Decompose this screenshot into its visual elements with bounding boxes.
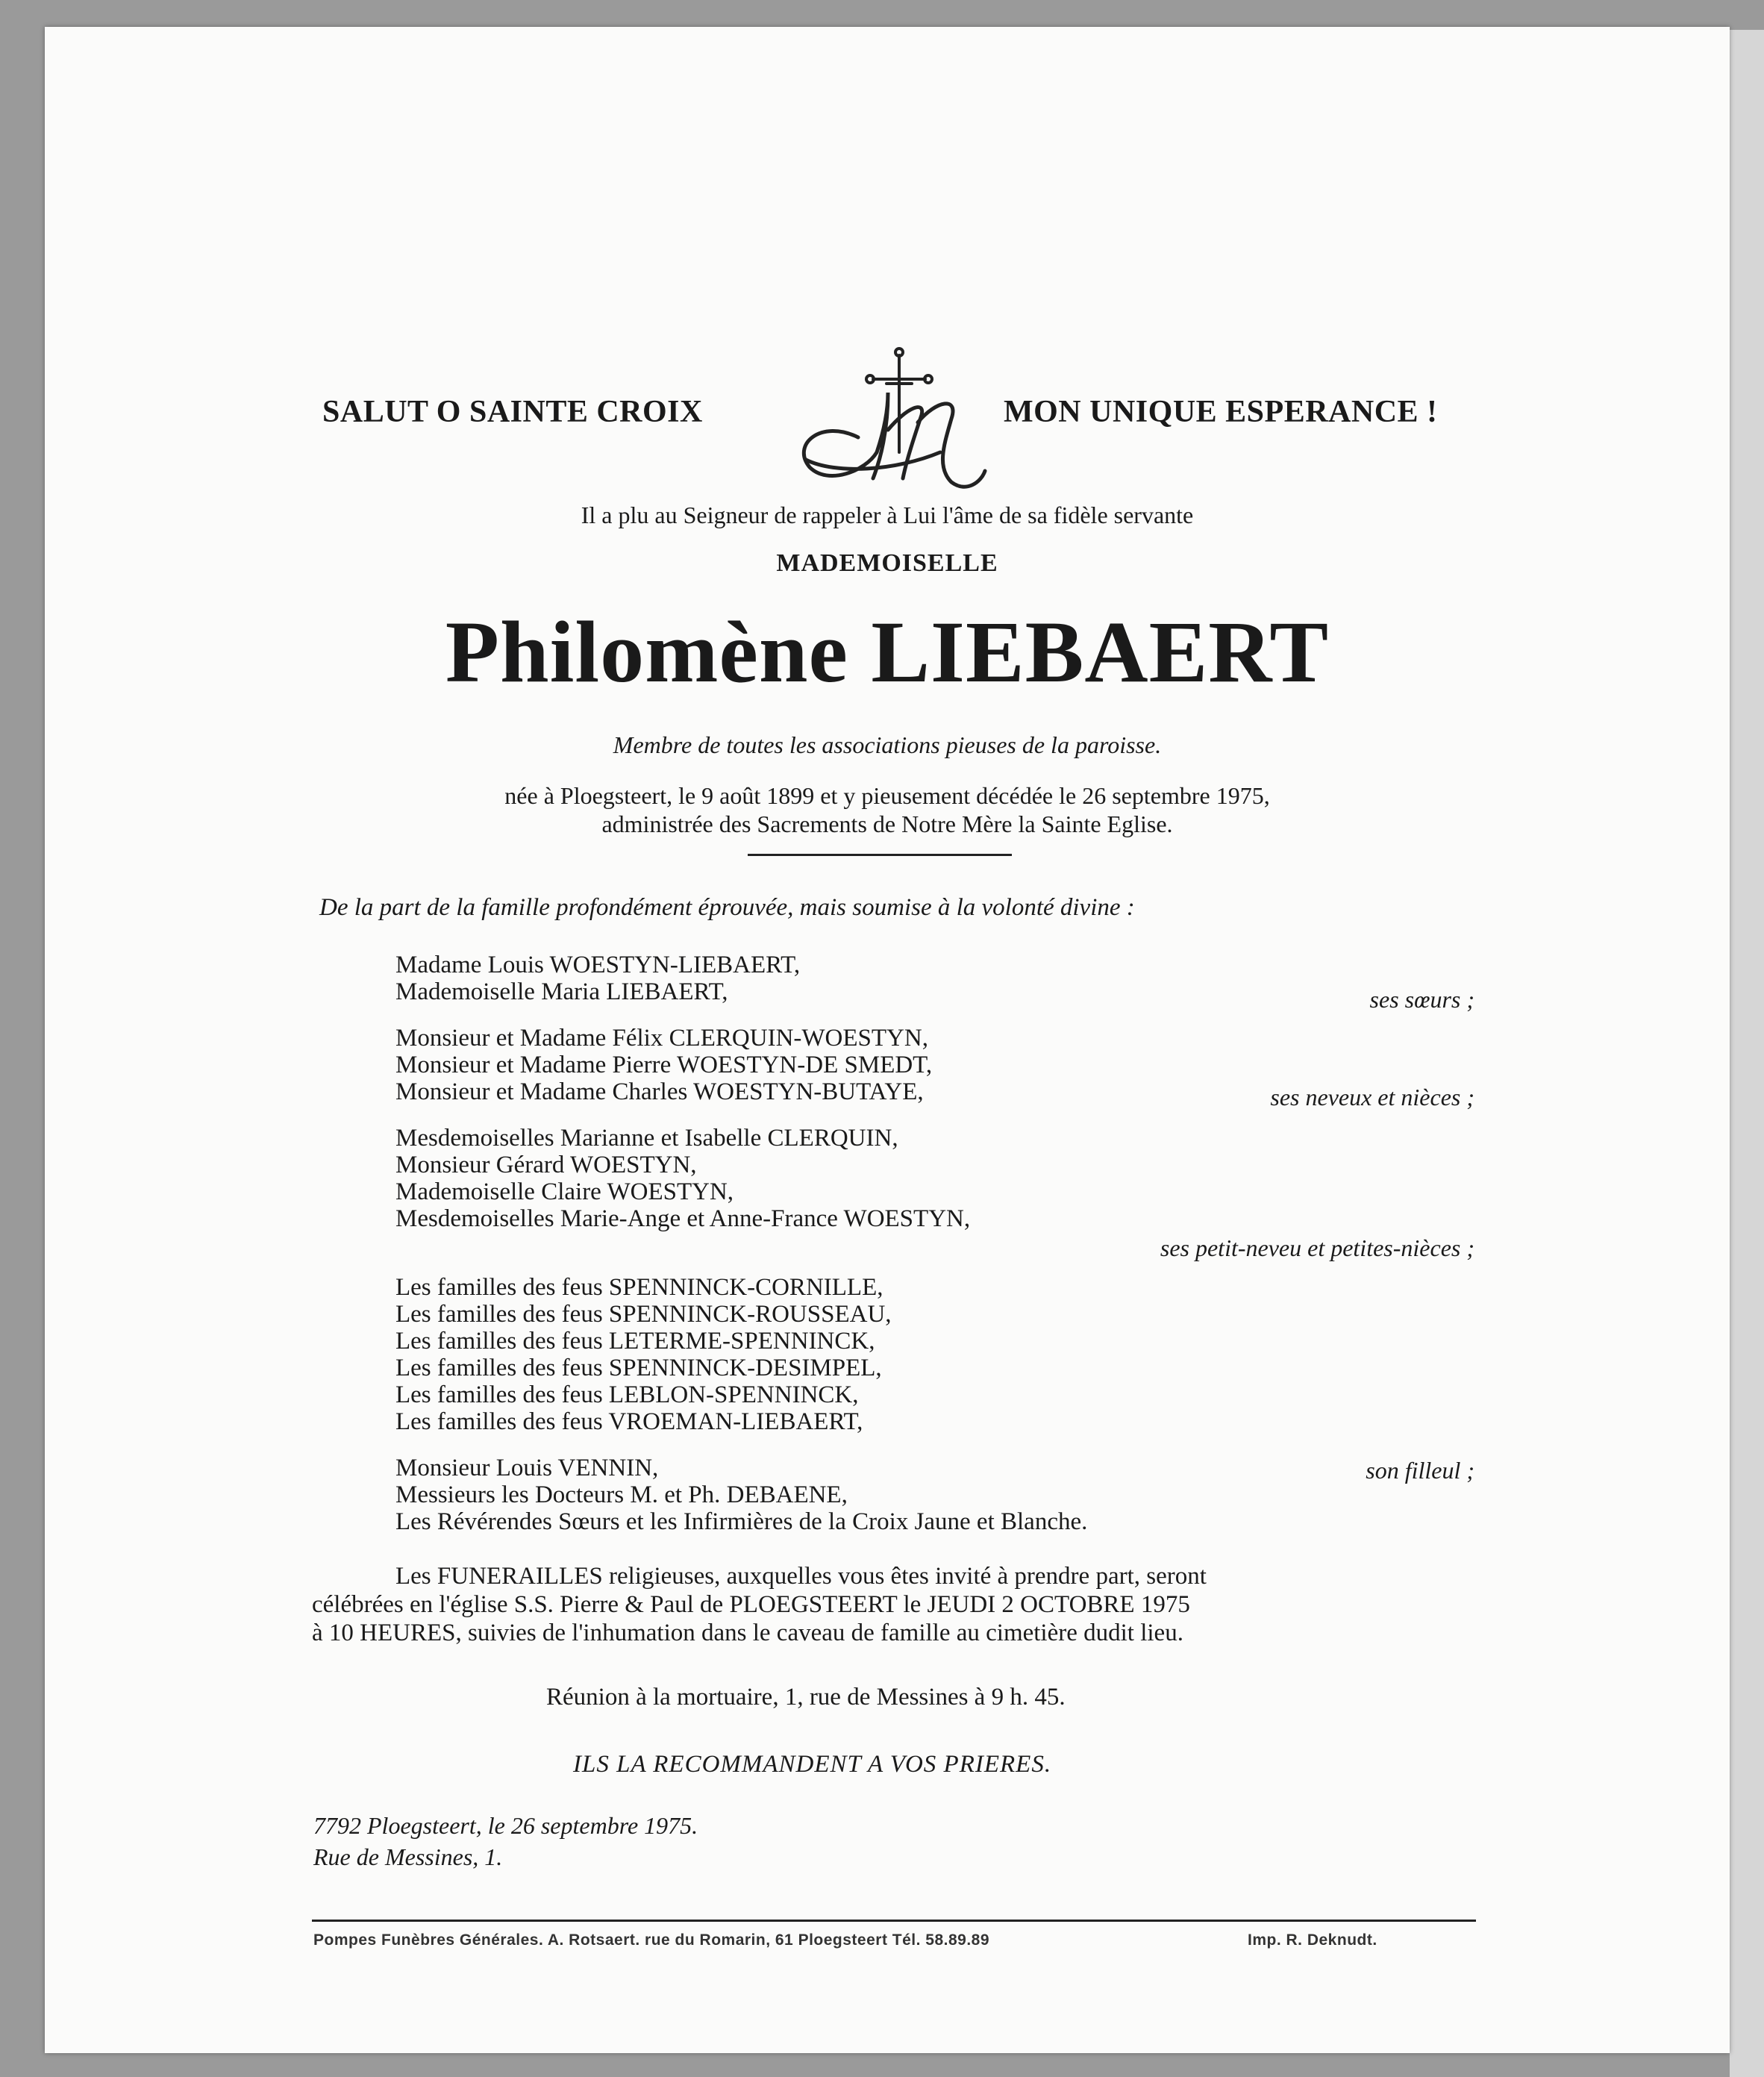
family-line: Mesdemoiselles Marie-Ange et Anne-France WOESTYN, [395,1205,971,1232]
reunion-line: Réunion à la mortuaire, 1, rue de Messines à 9 h. 45. [546,1684,1066,1711]
family-line: Les Révérendes Sœurs et les Infirmières de la Croix Jaune et Blanche. [395,1508,1088,1535]
family-line: Monsieur Louis VENNIN, [395,1455,659,1481]
footer-undertaker: Pompes Funèbres Générales. A. Rotsaert. rue du Romarin, 61 Ploegsteert Tél. 58.89.89 [313,1931,990,1949]
family-line: Monsieur et Madame Charles WOESTYN-BUTAYE, [395,1078,924,1105]
divider [748,854,1012,856]
intro-line: Il a plu au Seigneur de rappeler à Lui l'âme de sa fidèle servante [581,502,1194,528]
family-line: Mesdemoiselles Marianne et Isabelle CLERQUIN, [395,1125,898,1152]
family-line: Messieurs les Docteurs M. et Ph. DEBAENE, [395,1481,848,1508]
family-line: Monsieur et Madame Pierre WOESTYN-DE SMEDT, [395,1052,933,1078]
sacraments-line: administrée des Sacrements de Notre Mère la Sainte Eglise. [601,811,1173,837]
family-line: Monsieur Gérard WOESTYN, [395,1152,697,1178]
cross-monogram-icon [776,340,1022,505]
family-line: Les familles des feus LETERME-SPENNINCK, [395,1328,875,1355]
relation-grandnephews: ses petit-neveu et petites-nièces ; [1160,1234,1474,1261]
funeral-notice [45,27,1730,2053]
funeral-line-3: à 10 HEURES, suivies de l'inhumation dans le caveau de famille au cimetière dudit lieu. [312,1620,1183,1646]
membership-line: Membre de toutes les associations pieuses de la paroisse. [613,731,1162,758]
birth-line: née à Ploegsteert, le 9 août 1899 et y pieusement décédée le 26 septembre 1975, [504,782,1270,809]
header-left-text: SALUT O SAINTE CROIX [322,395,703,429]
family-line: Madame Louis WOESTYN-LIEBAERT, [395,952,801,978]
funeral-line-2: célébrées en l'église S.S. Pierre & Paul de PLOEGSTEERT le JEUDI 2 OCTOBRE 1975 [312,1591,1190,1618]
footer-rule [312,1920,1476,1922]
family-line: Les familles des feus VROEMAN-LIEBAERT, [395,1408,863,1435]
recommend-line: ILS LA RECOMMANDENT A VOS PRIERES. [573,1751,1052,1778]
header-right-text: MON UNIQUE ESPERANCE ! [1004,395,1438,429]
relation-nephews: ses neveux et nièces ; [1270,1084,1474,1111]
family-line: Mademoiselle Claire WOESTYN, [395,1178,734,1205]
place-date: 7792 Ploegsteert, le 26 septembre 1975. [313,1812,698,1839]
funeral-line-1: Les FUNERAILLES religieuses, auxquelles vous êtes invité à prendre part, seront [395,1563,1207,1590]
address: Rue de Messines, 1. [313,1843,503,1870]
family-line: Les familles des feus SPENNINCK-CORNILLE, [395,1274,883,1301]
family-line: Les familles des feus SPENNINCK-ROUSSEAU, [395,1301,892,1328]
title: MADEMOISELLE [776,549,998,577]
family-line: Monsieur et Madame Félix CLERQUIN-WOESTYN, [395,1025,928,1052]
deceased-name: Philomène LIEBAERT [445,603,1330,701]
header [45,385,1730,497]
family-intro: De la part de la famille profondément éprouvée, mais soumise à la volonté divine : [319,894,1135,921]
relation-sisters: ses sœurs ; [1369,986,1474,1013]
family-line: Mademoiselle Maria LIEBAERT, [395,978,728,1005]
family-line: Les familles des feus LEBLON-SPENNINCK, [395,1381,859,1408]
paper-edge [1730,30,1764,2077]
family-line: Les familles des feus SPENNINCK-DESIMPEL, [395,1355,882,1381]
relation-godson: son filleul ; [1366,1457,1474,1484]
footer-printer: Imp. R. Deknudt. [1248,1931,1377,1949]
